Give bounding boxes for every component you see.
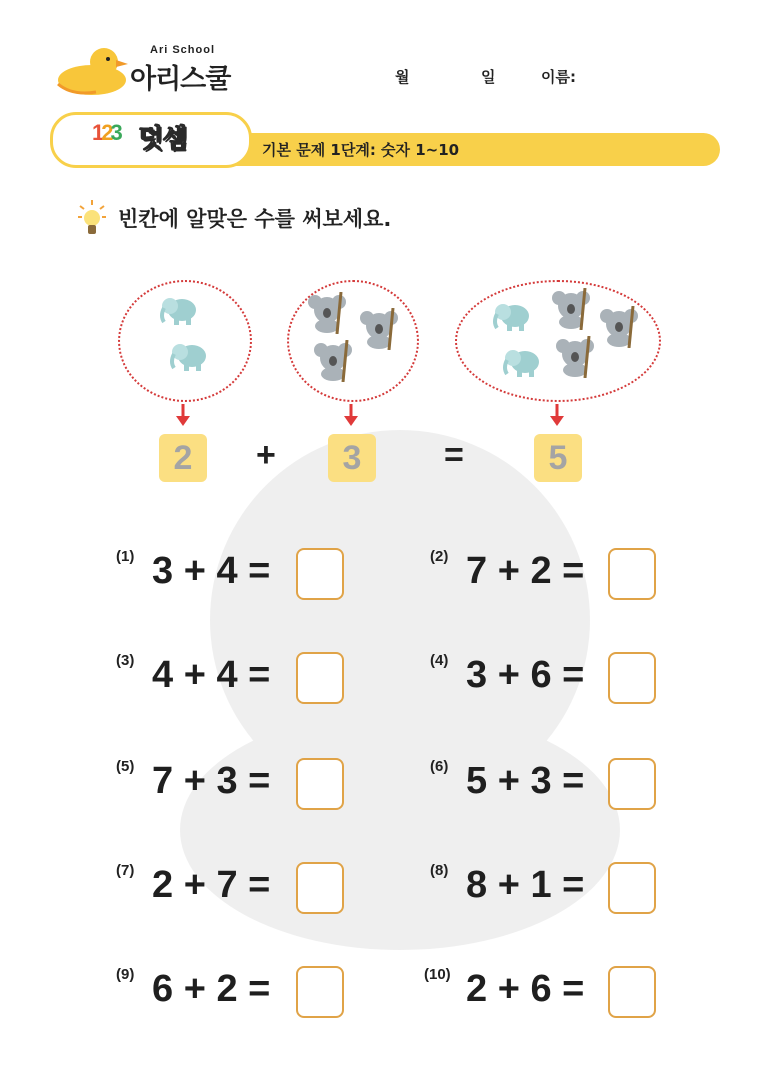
problem-expression: 3 + 6 = — [466, 654, 585, 696]
answer-box[interactable] — [296, 966, 344, 1018]
answer-box[interactable] — [608, 548, 656, 600]
koala-icon — [555, 336, 595, 378]
problem-expression: 7 + 2 = — [466, 550, 585, 592]
month-label: 월 — [395, 68, 410, 86]
problem-number: (7) — [116, 862, 135, 879]
instruction-text: 빈칸에 알맞은 수를 써보세요. — [118, 207, 392, 231]
elephant-icon — [158, 292, 200, 328]
answer-box[interactable] — [608, 652, 656, 704]
answer-box[interactable] — [608, 966, 656, 1018]
problem-6 — [430, 758, 670, 812]
problem-2 — [430, 548, 670, 602]
problem-7 — [116, 862, 356, 916]
arrow-down-icon — [550, 404, 564, 426]
problem-number: (1) — [116, 548, 135, 565]
example-equals: = — [444, 436, 464, 474]
brand-name: 아리스쿨 — [130, 64, 231, 95]
banner-subtitle: 기본 문제 1단계: 숫자 1~10 — [262, 141, 460, 159]
banner-title: 덧셈 — [138, 124, 187, 154]
arrow-down-icon — [344, 404, 358, 426]
answer-box[interactable] — [296, 862, 344, 914]
arrow-down-icon — [176, 404, 190, 426]
koala-icon — [313, 340, 353, 382]
problem-4 — [430, 652, 670, 706]
problem-number: (10) — [424, 966, 451, 983]
answer-box[interactable] — [608, 862, 656, 914]
lightbulb-icon — [78, 200, 106, 238]
name-label: 이름: — [541, 68, 576, 86]
elephant-icon — [168, 338, 210, 374]
problem-number: (5) — [116, 758, 135, 775]
example-left-value: 2 — [159, 434, 207, 482]
problem-1 — [116, 548, 356, 602]
problem-expression: 8 + 1 = — [466, 864, 585, 906]
koala-icon — [599, 306, 639, 348]
elephant-icon — [491, 298, 533, 334]
answer-box[interactable] — [608, 758, 656, 810]
elephant-icon — [501, 344, 543, 380]
example-group-middle — [287, 280, 419, 402]
answer-box[interactable] — [296, 652, 344, 704]
example-result-value: 5 — [534, 434, 582, 482]
problem-number: (9) — [116, 966, 135, 983]
example-right-value: 3 — [328, 434, 376, 482]
duck-logo-icon — [52, 40, 130, 98]
koala-icon — [307, 292, 347, 334]
example-group-right — [455, 280, 661, 402]
brand-subtitle: Ari School — [150, 44, 216, 56]
example-group-left — [118, 280, 252, 402]
problem-number: (3) — [116, 652, 135, 669]
problem-5 — [116, 758, 356, 812]
problem-expression: 7 + 3 = — [152, 760, 271, 802]
problem-number: (8) — [430, 862, 449, 879]
koala-icon — [359, 308, 399, 350]
problem-number: (4) — [430, 652, 449, 669]
day-label: 일 — [481, 68, 496, 86]
answer-box[interactable] — [296, 548, 344, 600]
problem-10 — [424, 966, 670, 1020]
problem-expression: 2 + 6 = — [466, 968, 585, 1010]
problem-expression: 4 + 4 = — [152, 654, 271, 696]
problem-number: (6) — [430, 758, 449, 775]
problem-expression: 3 + 4 = — [152, 550, 271, 592]
number-icon: 123 — [92, 120, 120, 145]
problem-expression: 6 + 2 = — [152, 968, 271, 1010]
answer-box[interactable] — [296, 758, 344, 810]
problem-9 — [116, 966, 356, 1020]
problem-expression: 5 + 3 = — [466, 760, 585, 802]
problem-expression: 2 + 7 = — [152, 864, 271, 906]
problem-number: (2) — [430, 548, 449, 565]
koala-icon — [551, 288, 591, 330]
problem-8 — [430, 862, 670, 916]
problem-3 — [116, 652, 356, 706]
example-plus: + — [256, 436, 276, 474]
